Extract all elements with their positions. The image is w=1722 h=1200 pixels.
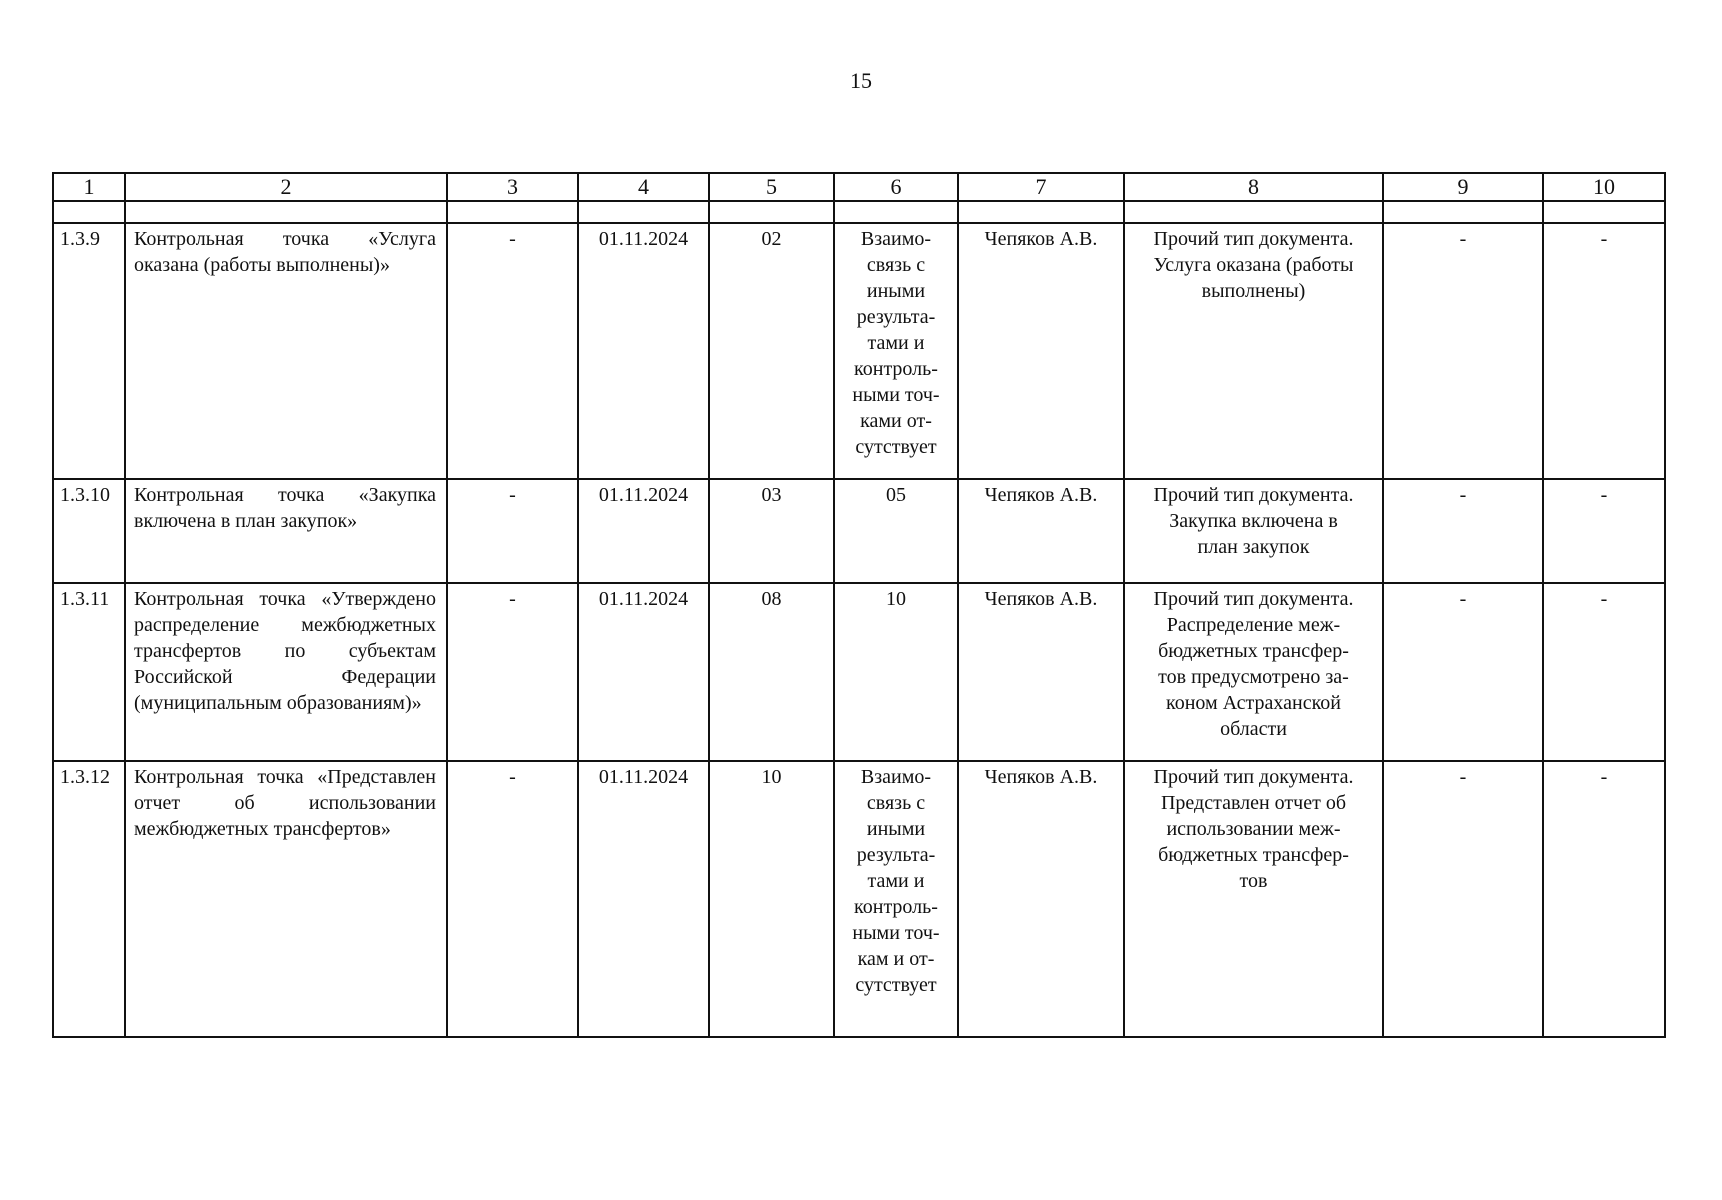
cell-col10: - [1543, 479, 1665, 583]
row-number: 1.3.10 [53, 479, 125, 583]
row-number: 1.3.12 [53, 761, 125, 1037]
column-header: 1 [53, 173, 125, 201]
empty-cell [447, 201, 578, 223]
table-row [53, 223, 1665, 479]
table-row [53, 761, 1665, 1037]
page-number: 15 [850, 68, 872, 93]
empty-cell [53, 201, 125, 223]
column-header: 3 [447, 173, 578, 201]
cell-col5: 02 [709, 223, 834, 479]
empty-cell [834, 201, 958, 223]
empty-cell [578, 201, 709, 223]
control-point-name: Контрольная точка «Представлен отчет об использовании межбюджетных трансфертов» [125, 761, 447, 1037]
cell-col6: Взаимо- связь с иными результа- тами и контроль- ными точ- ками от- сутствует [834, 223, 958, 479]
column-header: 9 [1383, 173, 1543, 201]
control-point-name: Контрольная точка «Закупка включена в план закупок» [125, 479, 447, 583]
empty-cell [958, 201, 1124, 223]
control-points-table [52, 172, 1666, 1038]
document-type: Прочий тип документа. Представлен отчет об использовании меж- бюджетных трансфер- тов [1124, 761, 1383, 1037]
cell-col3: - [447, 761, 578, 1037]
date-cell: 01.11.2024 [578, 223, 709, 479]
document-type: Прочий тип документа. Распределение меж- бюджетных трансфер- тов предусмотрено за- коном Астраханской области [1124, 583, 1383, 761]
cell-col6: 05 [834, 479, 958, 583]
column-numbers-row [53, 173, 1665, 201]
column-header: 5 [709, 173, 834, 201]
control-point-name: Контрольная точка «Утверждено распределение межбюджетных трансфертов по субъектам Российской Федерации (муниципальным образованиям)» [125, 583, 447, 761]
column-header: 7 [958, 173, 1124, 201]
cell-col3: - [447, 583, 578, 761]
cell-col9: - [1383, 761, 1543, 1037]
responsible-person: Чепяков А.В. [958, 479, 1124, 583]
cell-col5: 10 [709, 761, 834, 1037]
row-number: 1.3.11 [53, 583, 125, 761]
responsible-person: Чепяков А.В. [958, 223, 1124, 479]
document-type: Прочий тип документа. Услуга оказана (работы выполнены) [1124, 223, 1383, 479]
header-spacer-row [53, 201, 1665, 223]
column-header: 4 [578, 173, 709, 201]
cell-col10: - [1543, 223, 1665, 479]
date-cell: 01.11.2024 [578, 479, 709, 583]
empty-cell [1383, 201, 1543, 223]
cell-col5: 03 [709, 479, 834, 583]
cell-col3: - [447, 479, 578, 583]
empty-cell [125, 201, 447, 223]
empty-cell [1543, 201, 1665, 223]
document-type: Прочий тип документа. Закупка включена в план закупок [1124, 479, 1383, 583]
date-cell: 01.11.2024 [578, 583, 709, 761]
column-header: 2 [125, 173, 447, 201]
column-header: 6 [834, 173, 958, 201]
cell-col9: - [1383, 583, 1543, 761]
control-point-name: Контрольная точка «Услуга оказана (работы выполнены)» [125, 223, 447, 479]
row-number: 1.3.9 [53, 223, 125, 479]
column-header: 10 [1543, 173, 1665, 201]
cell-col9: - [1383, 223, 1543, 479]
cell-col10: - [1543, 761, 1665, 1037]
responsible-person: Чепяков А.В. [958, 761, 1124, 1037]
table-row [53, 583, 1665, 761]
cell-col3: - [447, 223, 578, 479]
cell-col10: - [1543, 583, 1665, 761]
cell-col6: 10 [834, 583, 958, 761]
column-header: 8 [1124, 173, 1383, 201]
cell-col6: Взаимо- связь с иными результа- тами и контроль- ными точ- кам и от- сутствует [834, 761, 958, 1037]
date-cell: 01.11.2024 [578, 761, 709, 1037]
cell-col5: 08 [709, 583, 834, 761]
table-row [53, 479, 1665, 583]
cell-col9: - [1383, 479, 1543, 583]
empty-cell [1124, 201, 1383, 223]
responsible-person: Чепяков А.В. [958, 583, 1124, 761]
empty-cell [709, 201, 834, 223]
